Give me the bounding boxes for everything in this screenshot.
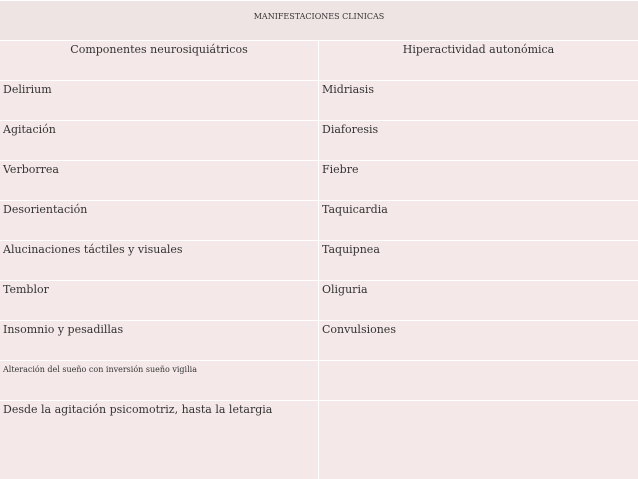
cell-autonomic: Convulsiones: [318, 321, 638, 360]
cell-autonomic: Taquipnea: [318, 241, 638, 280]
cell-autonomic: Taquicardia: [318, 201, 638, 240]
table-row: [0, 80, 638, 120]
cell-neuropsychiatric: Insomnio y pesadillas: [0, 321, 318, 360]
table-row: [0, 320, 638, 360]
cell-neuropsychiatric: Temblor: [0, 281, 318, 320]
header-autonomic: Hiperactividad autonómica: [318, 41, 638, 80]
header-neuropsychiatric: Componentes neurosiquiátricos: [0, 41, 318, 80]
table-row: [0, 160, 638, 200]
cell-autonomic: Fiebre: [318, 161, 638, 200]
cell-autonomic: [318, 401, 638, 479]
table-row: [0, 120, 638, 160]
table-title-row: [0, 0, 638, 40]
cell-autonomic: Diaforesis: [318, 121, 638, 160]
cell-neuropsychiatric: Alucinaciones táctiles y visuales: [0, 241, 318, 280]
table-row: [0, 400, 638, 479]
table-header-row: [0, 40, 638, 80]
table-row: [0, 280, 638, 320]
table-row: [0, 360, 638, 400]
table-title: MANIFESTACIONES CLINICAS: [0, 1, 638, 40]
cell-neuropsychiatric: Verborrea: [0, 161, 318, 200]
cell-neuropsychiatric: Alteración del sueño con inversión sueño vigilia: [0, 361, 318, 400]
table-row: [0, 240, 638, 280]
cell-autonomic: [318, 361, 638, 400]
cell-neuropsychiatric: Desorientación: [0, 201, 318, 240]
table-row: [0, 200, 638, 240]
cell-neuropsychiatric: Desde la agitación psicomotriz, hasta la letargia: [0, 401, 318, 479]
cell-autonomic: Oliguria: [318, 281, 638, 320]
cell-neuropsychiatric: Delirium: [0, 81, 318, 120]
cell-autonomic: Midriasis: [318, 81, 638, 120]
cell-neuropsychiatric: Agitación: [0, 121, 318, 160]
